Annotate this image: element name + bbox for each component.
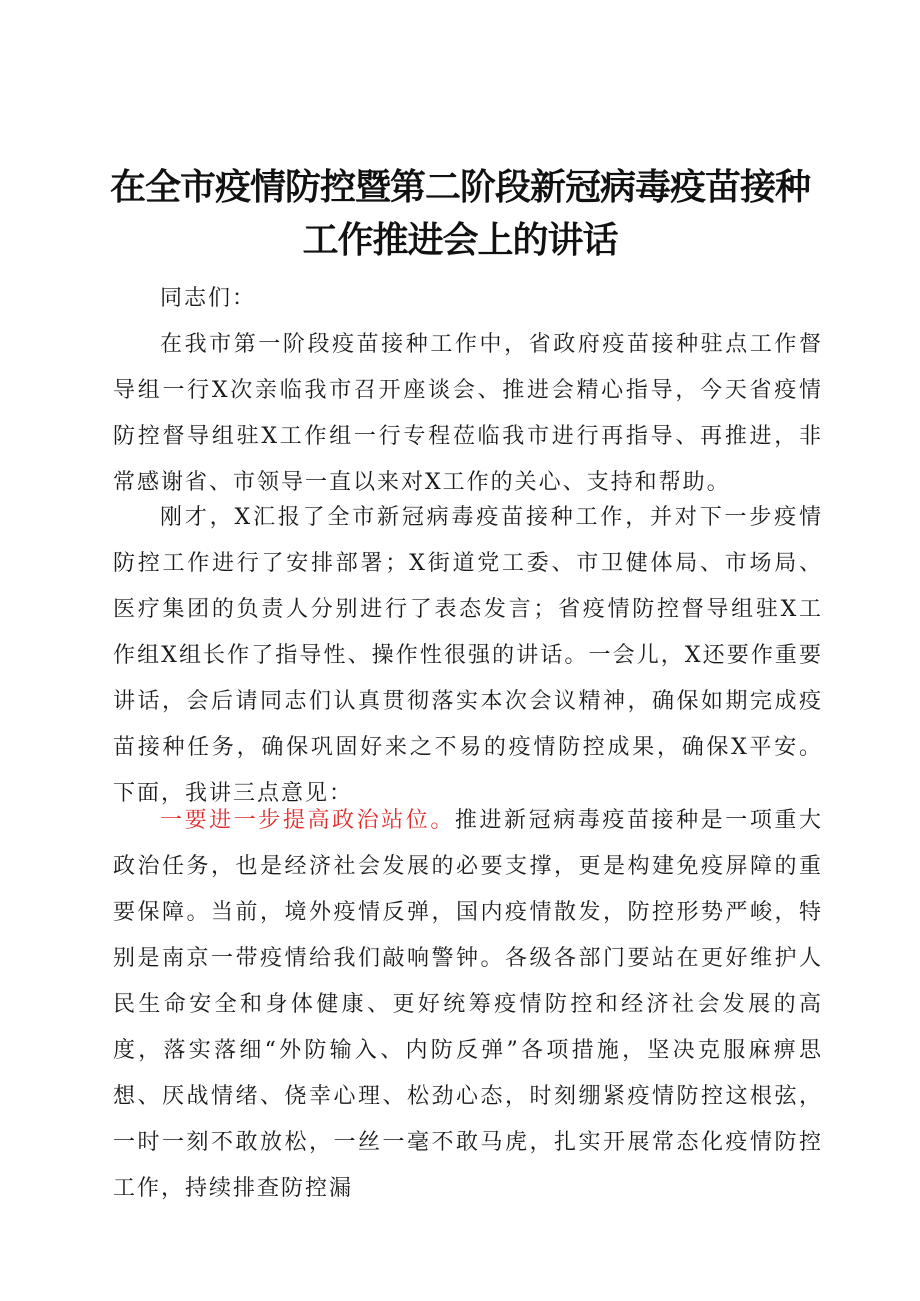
paragraph-3-body: 推进新冠病毒疫苗接种是一项重大政治任务，也是经济社会发展的必要支撑，更是构建免疫屏障的重要保障。当前，境外疫情反弹，国内疫情散发，防控形势严峻，特别是南京一带疫情给我们敲响警钟。各级各部门要站在更好维护人民生命安全和身体健康、更好统筹疫情防控和经济社会发展的高度，落实落细“外防输入、内防反弹”各项措施，坚决克服麻痹思想、厌战情绪、侥幸心理、松劲心态，时刻绷紧疫情防控这根弦，一时一刻不敢放松，一丝一毫不敢马虎，扎实开展常态化疫情防控工作，持续排查防控漏	[113, 808, 823, 1201]
paragraph-1: 在我市第一阶段疫苗接种工作中，省政府疫苗接种驻点工作督导组一行X次亲临我市召开座谈会、推进会精心指导，今天省疫情防控督导组驻X工作组一行专程莅临我市进行再指导、再推进，非常感谢省、市领导一直以来对X工作的关心、支持和帮助。	[113, 332, 823, 495]
paragraph-2: 刚才，X汇报了全市新冠病毒疫苗接种工作，并对下一步疫情防控工作进行了安排部署；X街道党工委、市卫健体局、市场局、医疗集团的负责人分别进行了表态发言；省疫情防控督导组驻X工作组X组长作了指导性、操作性很强的讲话。一会儿，X还要作重要讲话，会后请同志们认真贯彻落实本次会议精神，确保如期完成疫苗接种任务，确保巩固好来之不易的疫情防控成果，确保X平安。下面，我讲三点意见：	[113, 505, 823, 806]
document-title-line1: 在全市疫情防控暨第二阶段新冠病毒疫苗接种	[109, 167, 810, 208]
paragraph-3	[113, 798, 823, 1212]
paragraph-3-heading: 一要进一步提高政治站位。	[160, 808, 455, 833]
salutation: 同志们：	[160, 286, 257, 311]
document-title-line2: 工作推进会上的讲话	[302, 220, 618, 261]
